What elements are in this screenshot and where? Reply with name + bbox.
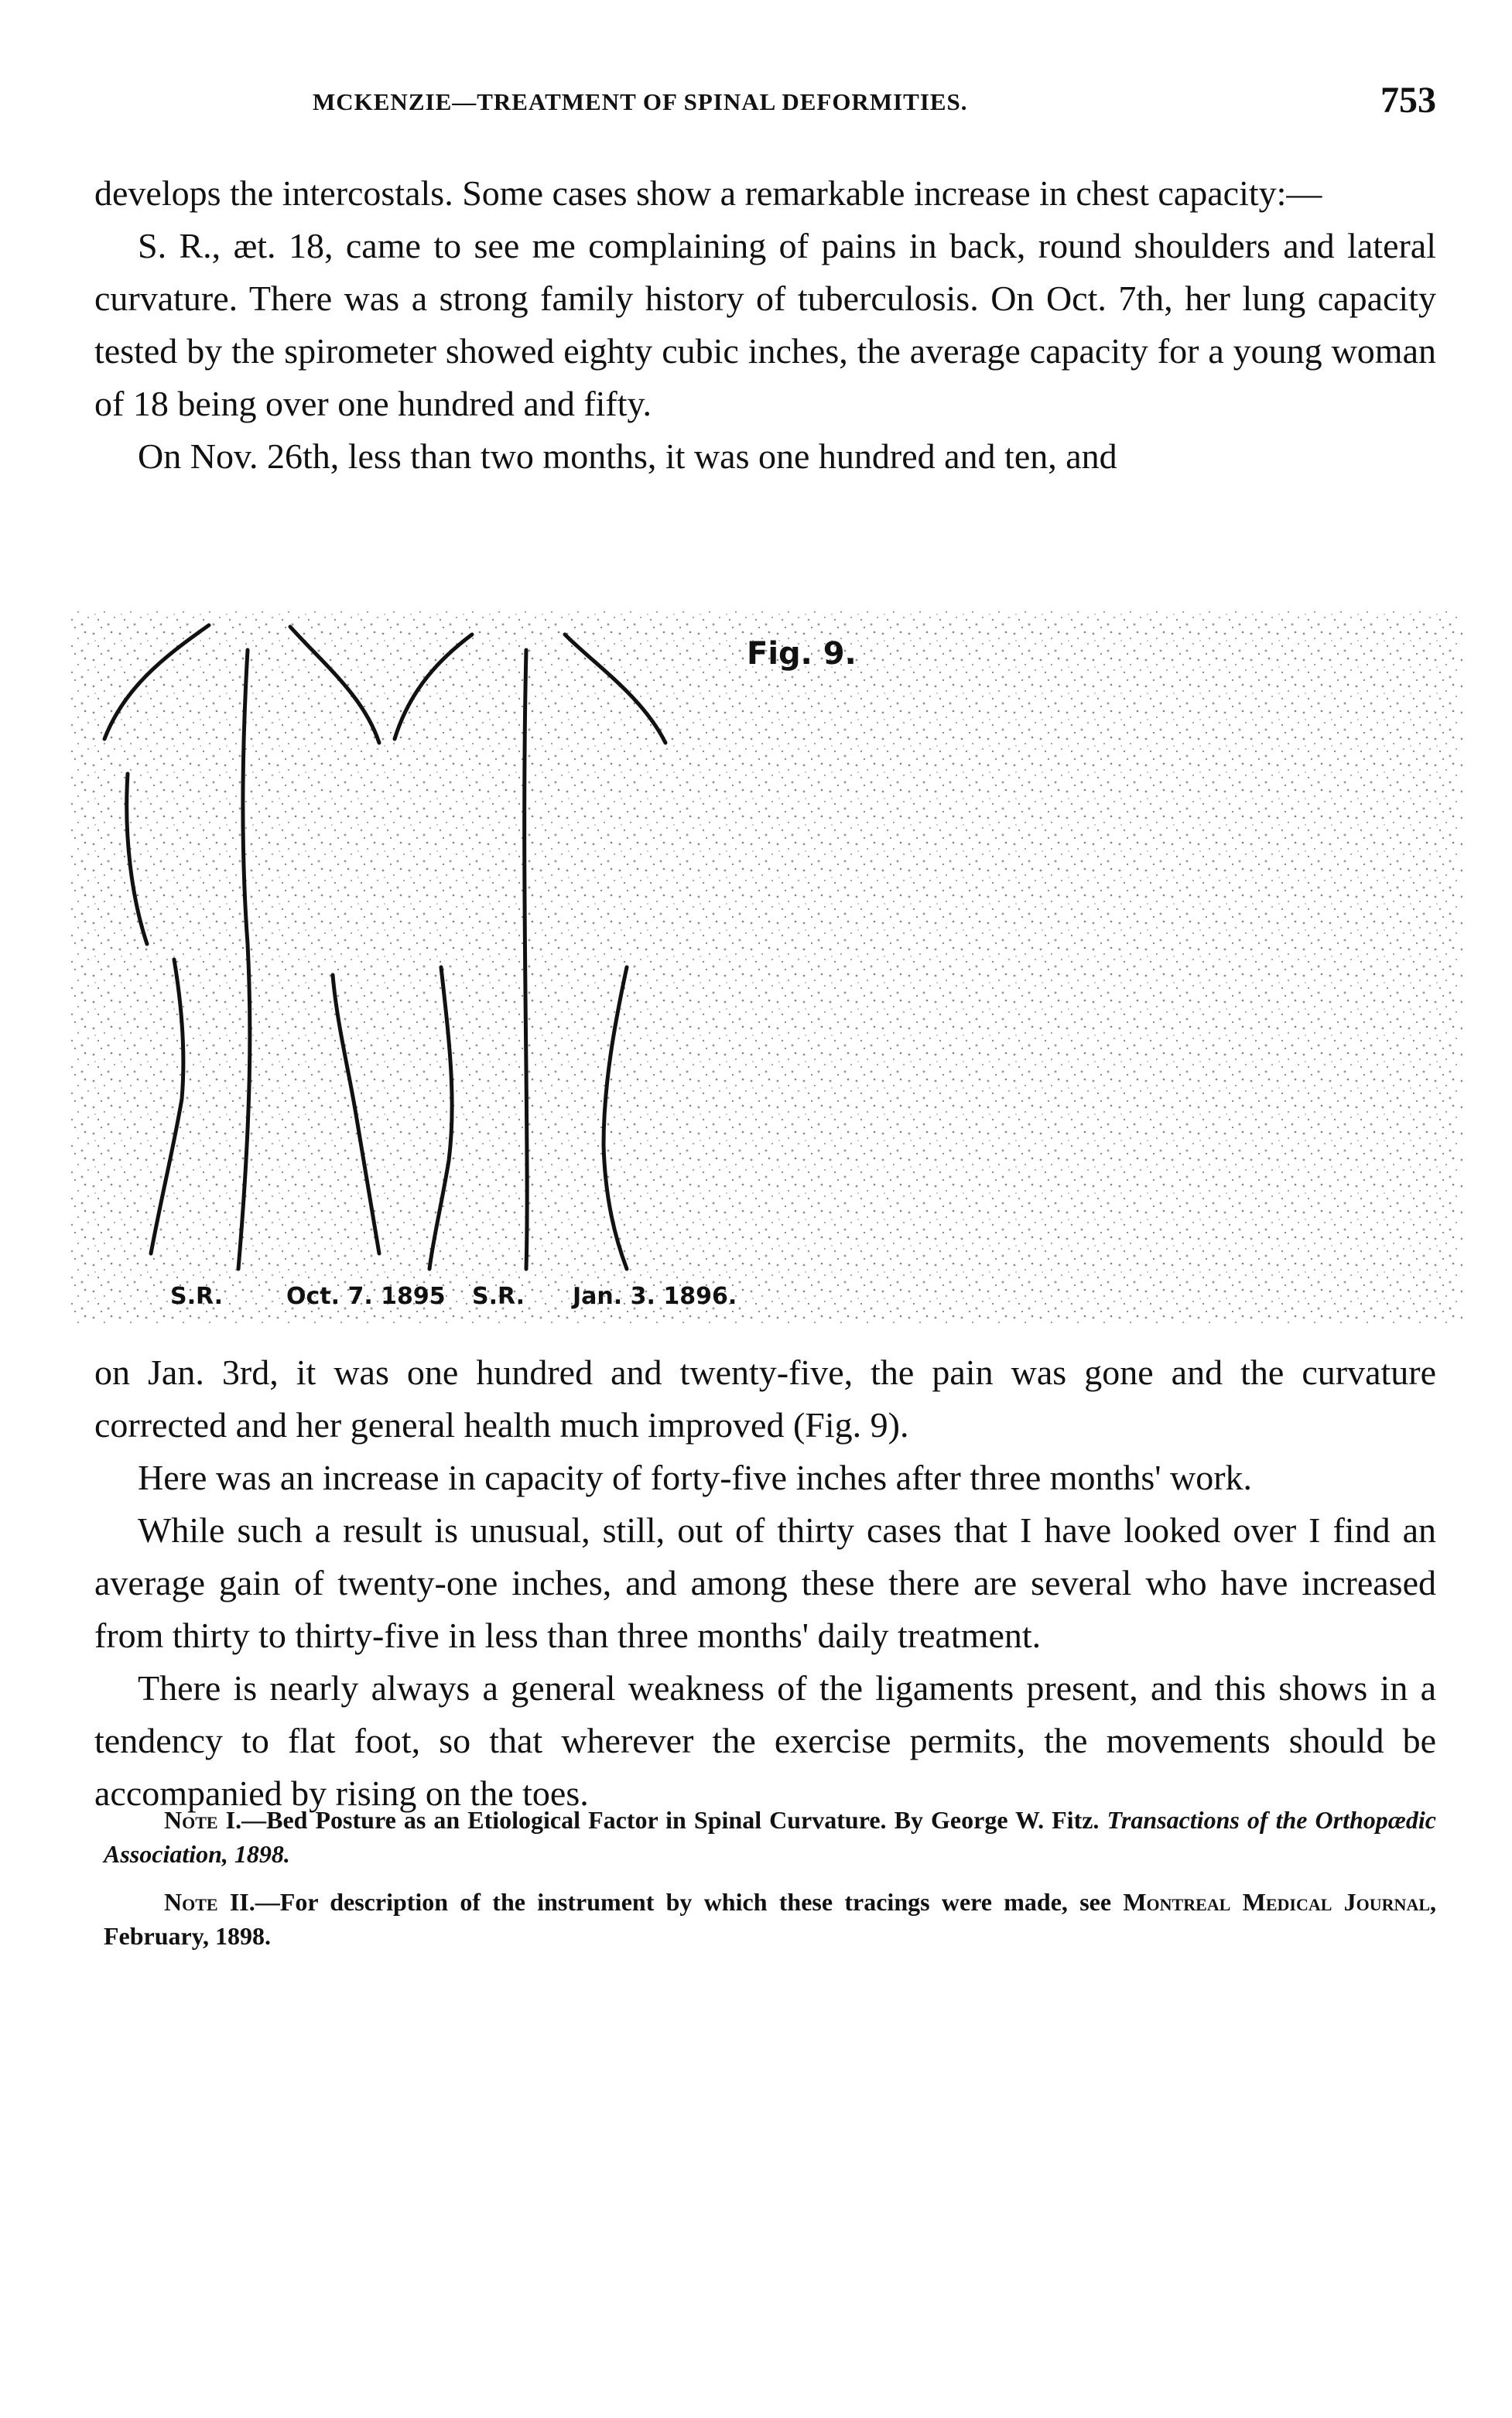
label-right-date: Jan. 3. 1896. xyxy=(573,1283,737,1310)
paragraph-thirty-cases: While such a result is unusual, still, out of thirty cases that I have looked over I find an average gain of twenty-one inches, and among these there are several who have increased from thirty to thirty-five in less than three months' daily treatment. xyxy=(94,1510,1436,1655)
paragraph-intercostals: develops the intercostals. Some cases show a remarkable increase in chest capacity:— xyxy=(94,173,1322,213)
label-left-date: Oct. 7. 1895 xyxy=(286,1283,446,1310)
figure-9-svg xyxy=(39,604,1478,1331)
paragraph-november: On Nov. 26th, less than two months, it was one hundred and ten, and xyxy=(138,436,1117,476)
note-2-date: February, 1898. xyxy=(104,1922,271,1950)
paragraph-case-sr: S. R., æt. 18, came to see me complaining of pains in back, round shoulders and lateral curvature. There was a strong family history of tuberculosis. On Oct. 7th, her lung capacity tested by the spirometer showed eighty cubic inches, the average capacity for a young woman of 18 being over one hundred and fifty. xyxy=(94,226,1436,423)
label-right-initials: S.R. xyxy=(472,1283,525,1310)
body-text-lower xyxy=(94,1346,1436,1820)
note-1-source: Transactions of the Orthopædic Association, 1898. xyxy=(104,1806,1437,1868)
stippled-background xyxy=(70,611,1462,1323)
paragraph-january: on Jan. 3rd, it was one hundred and twenty-five, the pain was gone and the curvature corrected and her general health much improved (Fig. 9). xyxy=(94,1353,1436,1445)
note-1-text: —Bed Posture as an Etiological Factor in Spinal Curvature. By George W. Fitz. xyxy=(241,1806,1100,1834)
note-2-text: —For description of the instrument by which these tracings were made, see xyxy=(255,1888,1112,1916)
paragraph-increase: Here was an increase in capacity of forty-five inches after three months' work. xyxy=(138,1458,1253,1497)
body-text-upper xyxy=(94,167,1436,483)
label-left-initials: S.R. xyxy=(170,1283,224,1310)
note-1-label: Note I. xyxy=(164,1806,242,1834)
note-2-label: Note II. xyxy=(164,1888,255,1916)
note-2 xyxy=(104,1885,1436,1953)
paragraph-ligaments: There is nearly always a general weakness of the ligaments present, and this shows in a tendency to flat foot, so that wherever the exercise permits, the movements should be accompanied by rising on the toes. xyxy=(94,1668,1436,1813)
figure-title: Fig. 9. xyxy=(747,636,857,672)
note-1 xyxy=(104,1803,1436,1871)
footnotes xyxy=(104,1803,1436,1967)
note-2-journal: Montreal Medical Journal, xyxy=(1123,1888,1437,1916)
figure-9-tracings xyxy=(39,604,1478,1331)
page-header xyxy=(105,76,1436,125)
page-number: 753 xyxy=(1380,80,1436,121)
running-head: MCKENZIE—TREATMENT OF SPINAL DEFORMITIES. xyxy=(313,88,968,115)
